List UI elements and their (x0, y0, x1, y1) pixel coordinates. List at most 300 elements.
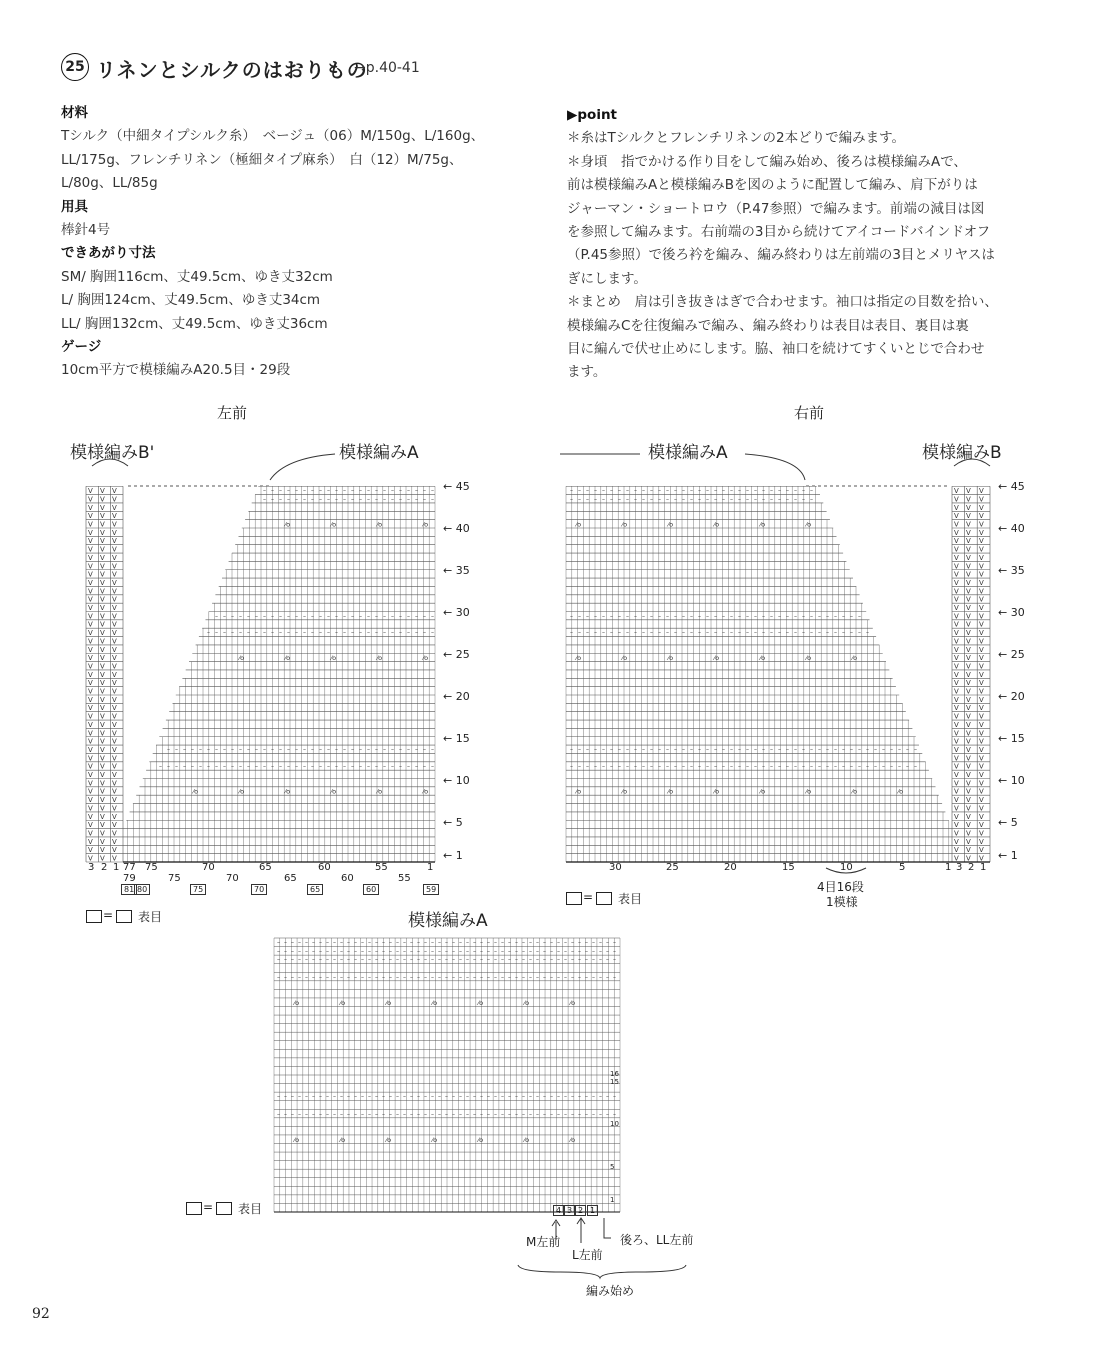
stitch-symbol: – (263, 495, 266, 503)
stitch-symbol: ⁄o (806, 787, 812, 796)
slip-stitch-symbol: V (966, 620, 971, 629)
stitch-symbol: – (906, 746, 909, 754)
slip-stitch-symbol: V (979, 512, 984, 521)
slip-stitch-symbol: V (100, 562, 105, 571)
stitch-symbol: – (722, 612, 725, 620)
stitch-symbol: – (834, 612, 837, 620)
stitch-symbol: – (746, 746, 749, 754)
stitch-symbol: – (223, 763, 226, 771)
slip-stitch-symbol: V (112, 562, 117, 571)
stitch-symbol: – (407, 495, 410, 503)
slip-stitch-symbol: V (112, 720, 117, 729)
stitch-symbol: – (239, 763, 242, 771)
slip-stitch-symbol: V (88, 487, 93, 496)
stitch-symbol: – (714, 763, 717, 771)
stitch-symbol: – (706, 763, 709, 771)
stitch-symbol: – (810, 612, 813, 620)
page-reference: →p.40-41 (354, 60, 420, 76)
stitch-symbol: – (343, 487, 346, 495)
slip-stitch-symbol: V (966, 604, 971, 612)
slip-stitch-symbol: V (954, 737, 959, 746)
stitch-symbol: – (327, 487, 330, 495)
slip-stitch-symbol: V (954, 662, 959, 671)
stitch-symbol: – (407, 612, 410, 620)
slip-stitch-symbol: V (100, 595, 105, 604)
slip-stitch-symbol: V (112, 612, 117, 621)
stitch-symbol: – (698, 629, 701, 637)
stitch-symbol: – (618, 629, 621, 637)
stitch-symbol: – (570, 763, 573, 771)
stitch-symbol: ⁄o (285, 787, 291, 796)
slip-stitch-symbol: V (954, 670, 959, 679)
point-line: 前は模様編みAと模様編みBを図のように配置して編み、肩下がりは (567, 177, 978, 194)
stitch-symbol: – (650, 629, 653, 637)
stitch-symbol: – (287, 487, 290, 495)
stitch-symbol: – (730, 612, 733, 620)
stitch-symbol: – (207, 763, 210, 771)
stitch-symbol: – (343, 763, 346, 771)
slip-stitch-symbol: V (979, 503, 984, 512)
slip-stitch-symbol: V (88, 804, 93, 813)
stitch-symbol: – (415, 495, 418, 503)
stitch-symbol: ⁄o (239, 787, 245, 796)
slip-stitch-symbol: V (100, 545, 105, 554)
stitch-symbol: – (802, 746, 805, 754)
stitch-symbol: – (690, 629, 693, 637)
stitch-symbol: – (431, 629, 434, 637)
stitch-symbol: ⁄o (898, 787, 904, 796)
slip-stitch-symbol: V (954, 846, 959, 855)
slip-stitch-symbol: V (979, 787, 984, 796)
slip-stitch-symbol: V (112, 604, 117, 612)
slip-stitch-symbol: V (112, 553, 117, 562)
stitch-symbol: – (303, 495, 306, 503)
stitch-symbol: – (866, 746, 869, 754)
stitch-symbol: – (586, 746, 589, 754)
slip-stitch-symbol: V (112, 745, 117, 754)
stitch-symbol: – (698, 746, 701, 754)
sizes-line: SM/ 胸囲116cm、丈49.5cm、ゆき丈32cm (61, 268, 333, 285)
stitch-symbol: – (335, 629, 338, 637)
slip-stitch-symbol: V (954, 553, 959, 562)
stitch-symbol: – (239, 612, 242, 620)
stitch-symbol: – (570, 746, 573, 754)
stitch-symbol: – (271, 629, 274, 637)
stitch-symbol: – (794, 612, 797, 620)
slip-stitch-symbol: V (100, 520, 105, 529)
stitch-symbol: – (754, 763, 757, 771)
stitch-symbol: – (610, 746, 613, 754)
slip-stitch-symbol: V (100, 487, 105, 496)
slip-stitch-symbol: V (954, 537, 959, 546)
stitch-symbol: – (375, 495, 378, 503)
stitch-symbol: – (399, 495, 402, 503)
slip-stitch-symbol: V (100, 645, 105, 654)
stitch-symbol: – (367, 629, 370, 637)
stitch-symbol: – (658, 629, 661, 637)
stitch-symbol: – (658, 763, 661, 771)
stitch-symbol: – (303, 487, 306, 495)
slip-stitch-symbol: V (100, 612, 105, 621)
slip-stitch-symbol: V (100, 503, 105, 512)
slip-stitch-symbol: V (966, 654, 971, 663)
stitch-symbol: – (303, 612, 306, 620)
slip-stitch-symbol: V (100, 846, 105, 855)
slip-stitch-symbol: V (88, 754, 93, 763)
pattern-number-badge: 25 (61, 53, 89, 81)
point-line: ＊まとめ 肩は引き抜きはぎで合わせます。袖口は指定の目数を拾い、 (567, 294, 998, 311)
stitch-symbol: – (383, 495, 386, 503)
gauge-heading: ゲージ (61, 339, 102, 356)
stitch-symbol: ⁄o (423, 654, 429, 663)
slip-stitch-symbol: V (966, 737, 971, 746)
stitch-symbol: – (279, 763, 282, 771)
slip-stitch-symbol: V (979, 654, 984, 663)
stitch-symbol: – (914, 746, 917, 754)
sizes-line: LL/ 胸囲132cm、丈49.5cm、ゆき丈36cm (61, 315, 328, 332)
stitch-symbol: – (183, 763, 186, 771)
stitch-symbol: – (858, 629, 861, 637)
stitch-symbol: – (738, 612, 741, 620)
right-front-chart-grid (566, 486, 990, 862)
slip-stitch-symbol: V (112, 662, 117, 671)
slip-stitch-symbol: V (966, 520, 971, 529)
slip-stitch-symbol: V (966, 787, 971, 796)
slip-stitch-symbol: V (979, 754, 984, 763)
slip-stitch-symbol: V (100, 537, 105, 546)
stitch-symbol: – (594, 612, 597, 620)
point-line: （P.45参照）で後ろ衿を編み、編み終わりは左前端の3目とメリヤスは (567, 247, 995, 264)
stitch-symbol: – (658, 612, 661, 620)
slip-stitch-symbol: V (88, 745, 93, 754)
stitch-symbol: – (594, 746, 597, 754)
slip-stitch-symbol: V (954, 812, 959, 821)
slip-stitch-symbol: V (979, 562, 984, 571)
slip-stitch-symbol: V (979, 771, 984, 779)
stitch-symbol: – (898, 746, 901, 754)
stitch-symbol: – (247, 746, 250, 754)
slip-stitch-symbol: V (979, 620, 984, 629)
slip-stitch-symbol: V (979, 545, 984, 554)
slip-stitch-symbol: V (966, 629, 971, 638)
slip-stitch-symbol: V (954, 729, 959, 738)
stitch-symbol: – (343, 629, 346, 637)
stitch-symbol: – (335, 746, 338, 754)
slip-stitch-symbol: V (979, 687, 984, 696)
stitch-symbol: – (858, 746, 861, 754)
slip-stitch-symbol: V (88, 545, 93, 554)
stitch-symbol: – (850, 746, 853, 754)
stitch-symbol: – (303, 629, 306, 637)
slip-stitch-symbol: V (954, 787, 959, 796)
slip-stitch-symbol: V (112, 512, 117, 521)
stitch-symbol: – (367, 487, 370, 495)
stitch-symbol: – (431, 612, 434, 620)
stitch-symbol: – (407, 746, 410, 754)
slip-stitch-symbol: V (112, 645, 117, 654)
stitch-symbol: – (730, 629, 733, 637)
slip-stitch-symbol: V (954, 528, 959, 537)
slip-stitch-symbol: V (979, 695, 984, 704)
slip-stitch-symbol: V (88, 704, 93, 713)
stitch-symbol: – (682, 746, 685, 754)
stitch-symbol: – (874, 763, 877, 771)
slip-stitch-symbol: V (100, 604, 105, 612)
stitch-symbol: – (634, 629, 637, 637)
stitch-symbol: – (906, 763, 909, 771)
stitch-symbol: – (602, 612, 605, 620)
stitch-symbol: – (794, 763, 797, 771)
point-line: ＊身頃 指でかける作り目をして編み始め、後ろは模様編みAで、 (567, 153, 967, 170)
stitch-symbol: – (850, 612, 853, 620)
slip-stitch-symbol: V (966, 545, 971, 554)
stitch-symbol: – (383, 746, 386, 754)
slip-stitch-symbol: V (966, 804, 971, 813)
stitch-symbol: – (263, 612, 266, 620)
slip-stitch-symbol: V (979, 662, 984, 671)
stitch-symbol: – (415, 487, 418, 495)
stitch-symbol: – (359, 487, 362, 495)
stitch-symbol: – (698, 612, 701, 620)
stitch-symbol: ⁄o (423, 787, 429, 796)
slip-stitch-symbol: V (100, 712, 105, 721)
slip-stitch-symbol: V (979, 604, 984, 612)
slip-stitch-symbol: V (966, 745, 971, 754)
stitch-symbol: – (255, 629, 258, 637)
stitch-symbol: ⁄o (668, 654, 674, 663)
slip-stitch-symbol: V (954, 612, 959, 621)
stitch-symbol: – (351, 746, 354, 754)
stitch-symbol: – (215, 763, 218, 771)
stitch-symbol: – (295, 495, 298, 503)
stitch-symbol: – (415, 612, 418, 620)
stitch-symbol: – (375, 629, 378, 637)
stitch-symbol: – (383, 612, 386, 620)
slip-stitch-symbol: V (100, 829, 105, 838)
slip-stitch-symbol: V (979, 487, 984, 496)
stitch-symbol: – (794, 629, 797, 637)
stitch-symbol: ⁄o (576, 787, 582, 796)
stitch-symbol: ⁄o (760, 654, 766, 663)
slip-stitch-symbol: V (112, 629, 117, 638)
stitch-symbol: – (383, 487, 386, 495)
slip-stitch-symbol: V (100, 812, 105, 821)
slip-stitch-symbol: V (979, 553, 984, 562)
stitch-symbol: – (287, 763, 290, 771)
stitch-symbol: – (770, 612, 773, 620)
stitch-symbol: – (399, 746, 402, 754)
stitch-symbol: – (818, 763, 821, 771)
slip-stitch-symbol: V (966, 528, 971, 537)
stitch-symbol: – (586, 763, 589, 771)
slip-stitch-symbol: V (966, 578, 971, 587)
slip-stitch-symbol: V (100, 771, 105, 779)
slip-stitch-symbol: V (112, 637, 117, 646)
stitch-symbol: – (802, 612, 805, 620)
stitch-symbol: – (215, 746, 218, 754)
stitch-symbol: – (311, 629, 314, 637)
slip-stitch-symbol: V (100, 779, 105, 788)
slip-stitch-symbol: V (966, 829, 971, 838)
stitch-symbol: – (578, 612, 581, 620)
stitch-symbol: – (423, 612, 426, 620)
slip-stitch-symbol: V (88, 662, 93, 671)
slip-stitch-symbol: V (100, 821, 105, 830)
slip-stitch-symbol: V (954, 520, 959, 529)
stitch-symbol: – (762, 763, 765, 771)
stitch-symbol: ⁄o (331, 654, 337, 663)
stitch-symbol: – (882, 763, 885, 771)
stitch-symbol: – (167, 763, 170, 771)
slip-stitch-symbol: V (954, 637, 959, 646)
stitch-symbol: – (826, 629, 829, 637)
stitch-symbol: – (199, 746, 202, 754)
stitch-symbol: – (802, 763, 805, 771)
stitch-symbol: – (650, 763, 653, 771)
stitch-symbol: ⁄o (760, 787, 766, 796)
stitch-symbol: – (223, 629, 226, 637)
slip-stitch-symbol: V (954, 570, 959, 579)
stitch-symbol: – (722, 746, 725, 754)
slip-stitch-symbol: V (88, 595, 93, 604)
slip-stitch-symbol: V (100, 637, 105, 646)
stitch-symbol: – (762, 612, 765, 620)
slip-stitch-symbol: V (100, 745, 105, 754)
stitch-symbol: – (674, 629, 677, 637)
slip-stitch-symbol: V (112, 503, 117, 512)
slip-stitch-symbol: V (112, 620, 117, 629)
stitch-symbol: – (690, 612, 693, 620)
stitch-symbol: – (714, 612, 717, 620)
stitch-symbol: – (786, 763, 789, 771)
stitch-symbol: – (826, 746, 829, 754)
stitch-symbol: – (279, 612, 282, 620)
slip-stitch-symbol: V (112, 787, 117, 796)
stitch-symbol: – (319, 763, 322, 771)
stitch-symbol: – (247, 763, 250, 771)
stitch-symbol: – (682, 629, 685, 637)
slip-stitch-symbol: V (88, 654, 93, 663)
stitch-symbol: – (367, 763, 370, 771)
stitch-symbol: – (674, 746, 677, 754)
stitch-symbol: – (642, 612, 645, 620)
stitch-symbol: ⁄o (331, 787, 337, 796)
slip-stitch-symbol: V (979, 612, 984, 621)
stitch-symbol: – (247, 629, 250, 637)
slip-stitch-symbol: V (88, 537, 93, 546)
stitch-symbol: – (407, 629, 410, 637)
point-line: ぎにします。 (567, 270, 647, 287)
slip-stitch-symbol: V (966, 754, 971, 763)
stitch-symbol: – (650, 746, 653, 754)
stitch-symbol: – (327, 495, 330, 503)
slip-stitch-symbol: V (954, 829, 959, 838)
slip-stitch-symbol: V (954, 679, 959, 688)
stitch-symbol: – (359, 763, 362, 771)
slip-stitch-symbol: V (966, 704, 971, 713)
stitch-symbol: – (722, 763, 725, 771)
stitch-symbol: – (399, 612, 402, 620)
stitch-symbol: – (626, 746, 629, 754)
slip-stitch-symbol: V (100, 762, 105, 771)
slip-stitch-symbol: V (979, 745, 984, 754)
tools-value: 棒針4号 (61, 222, 111, 239)
stitch-symbol: – (271, 746, 274, 754)
stitch-symbol: – (199, 763, 202, 771)
stitch-symbol: – (698, 763, 701, 771)
stitch-symbol: – (391, 487, 394, 495)
stitch-symbol: – (602, 746, 605, 754)
slip-stitch-symbol: V (112, 528, 117, 537)
stitch-symbol: – (263, 487, 266, 495)
stitch-symbol: – (890, 763, 893, 771)
stitch-symbol: – (327, 746, 330, 754)
slip-stitch-symbol: V (954, 762, 959, 771)
slip-stitch-symbol: V (88, 837, 93, 846)
stitch-symbol: – (754, 612, 757, 620)
stitch-symbol: – (882, 746, 885, 754)
gauge-value: 10cm平方で模様編みA20.5目・29段 (61, 362, 291, 379)
stitch-symbol: ⁄o (377, 520, 383, 529)
stitch-symbol: – (359, 495, 362, 503)
stitch-symbol: – (215, 629, 218, 637)
stitch-symbol: – (391, 763, 394, 771)
stitch-symbol: – (263, 629, 266, 637)
stitch-symbol: – (738, 763, 741, 771)
stitch-symbol: – (415, 629, 418, 637)
stitch-symbol: – (311, 763, 314, 771)
slip-stitch-symbol: V (100, 578, 105, 587)
stitch-symbol: – (327, 629, 330, 637)
stitch-symbol: – (834, 746, 837, 754)
slip-stitch-symbol: V (112, 654, 117, 663)
stitch-symbol: – (255, 746, 258, 754)
stitch-symbol: – (658, 746, 661, 754)
stitch-symbol: – (570, 629, 573, 637)
stitch-symbol: – (311, 612, 314, 620)
stitch-symbol: – (327, 763, 330, 771)
slip-stitch-symbol: V (954, 687, 959, 696)
stitch-symbol: – (319, 629, 322, 637)
stitch-symbol: ⁄o (285, 654, 291, 663)
slip-stitch-symbol: V (112, 679, 117, 688)
stitch-symbol: – (610, 612, 613, 620)
page-title: リネンとシルクのはおりもの (96, 58, 368, 82)
stitch-symbol: – (431, 487, 434, 495)
slip-stitch-symbol: V (88, 796, 93, 805)
slip-stitch-symbol: V (88, 762, 93, 771)
slip-stitch-symbol: V (100, 629, 105, 638)
stitch-symbol: – (706, 629, 709, 637)
slip-stitch-symbol: V (112, 704, 117, 713)
stitch-symbol: – (359, 612, 362, 620)
stitch-symbol: – (754, 746, 757, 754)
slip-stitch-symbol: V (966, 762, 971, 771)
slip-stitch-symbol: V (954, 754, 959, 763)
stitch-symbol: – (786, 612, 789, 620)
stitch-symbol: – (850, 763, 853, 771)
stitch-symbol: ⁄o (193, 787, 199, 796)
slip-stitch-symbol: V (966, 687, 971, 696)
stitch-symbol: – (431, 495, 434, 503)
slip-stitch-symbol: V (112, 804, 117, 813)
stitch-symbol: ⁄o (622, 787, 628, 796)
stitch-symbol: – (367, 612, 370, 620)
stitch-symbol: – (746, 763, 749, 771)
slip-stitch-symbol: V (88, 771, 93, 779)
slip-stitch-symbol: V (88, 620, 93, 629)
slip-stitch-symbol: V (966, 595, 971, 604)
